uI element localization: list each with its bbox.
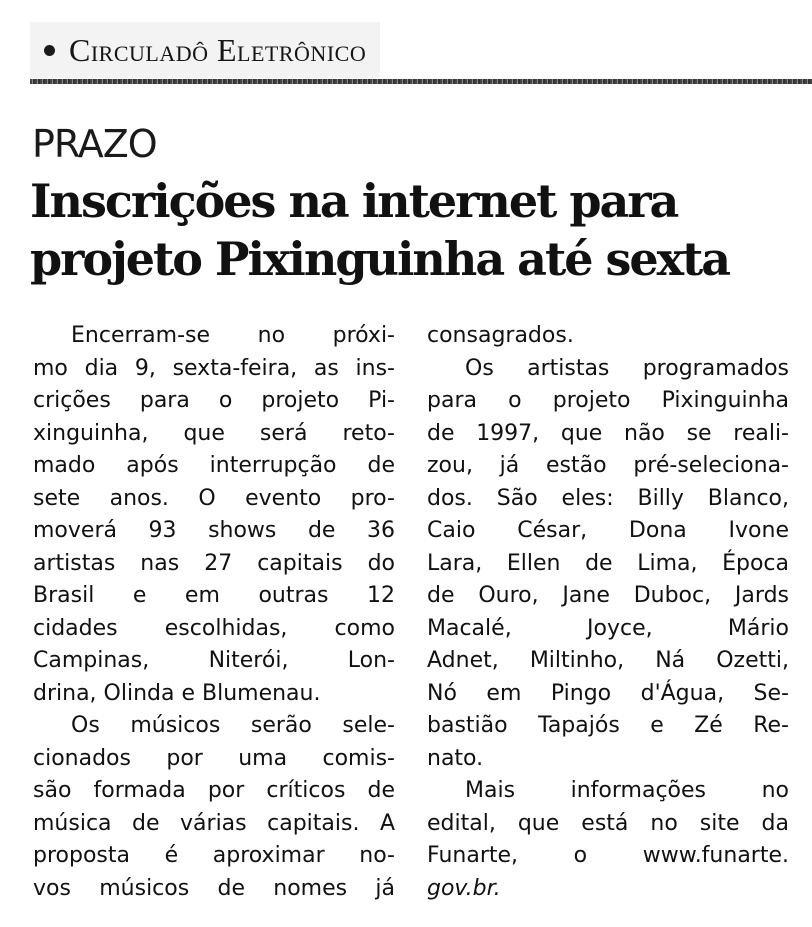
text-line: Campinas, Niterói, Lon- xyxy=(33,648,395,673)
text-line: Lara, Ellen de Lima, Época xyxy=(427,550,789,576)
text-line: mo dia 9, sexta-feira, as ins- xyxy=(33,355,395,381)
text-line: consagrados. xyxy=(427,323,574,348)
text-line: artistas nas 27 capitais do xyxy=(33,550,395,576)
text-line: Brasil e em outras 12 xyxy=(33,583,395,608)
text-line: Encerram-se no próxi- xyxy=(71,323,395,348)
text-line: Adnet, Miltinho, Ná Ozetti, xyxy=(427,648,789,673)
text-line: proposta é aproximar no- xyxy=(33,843,395,868)
text-line: Caio César, Dona Ivone xyxy=(427,518,789,543)
text-line: nato. xyxy=(427,745,484,771)
text-line: dos. São eles: Billy Blanco, xyxy=(427,485,789,511)
article-column-left xyxy=(33,320,395,905)
text-line: de 1997, que não se reali- xyxy=(427,420,789,446)
section-label-box xyxy=(30,22,380,78)
text-line: drina, Olinda e Blumenau. xyxy=(33,680,321,706)
text-line: Os músicos serão sele- xyxy=(71,713,395,738)
article-kicker: PRAZO xyxy=(32,122,157,166)
text-line: edital, que está no site da xyxy=(427,810,789,836)
text-line: Mais informações no xyxy=(465,778,789,803)
text-line: moverá 93 shows de 36 xyxy=(33,518,395,543)
text-line: Macalé, Joyce, Mário xyxy=(427,615,789,641)
text-line: cionados por uma comis- xyxy=(33,745,395,771)
text-line: música de várias capitais. A xyxy=(33,810,395,836)
text-line: mado após interrupção de xyxy=(33,453,395,478)
headline-line: Inscrições na internet para xyxy=(30,174,678,228)
section-rule xyxy=(30,79,812,84)
headline-line: projeto Pixinguinha até sexta xyxy=(30,232,730,286)
article-column-right xyxy=(427,320,789,905)
text-line: são formada por críticos de xyxy=(33,778,395,803)
article-headline xyxy=(30,172,810,288)
text-line: Funarte, o www.funarte. xyxy=(427,843,789,868)
bullet-icon xyxy=(44,45,55,56)
text-line: xinguinha, que será reto- xyxy=(33,420,395,446)
text-line: crições para o projeto Pi- xyxy=(33,388,395,413)
section-label: Circuladô Eletrônico xyxy=(69,32,367,68)
text-line: cidades escolhidas, como xyxy=(33,615,395,641)
text-line: de Ouro, Jane Duboc, Jards xyxy=(427,583,789,608)
text-line: bastião Tapajós e Zé Re- xyxy=(427,713,789,738)
text-line: Nó em Pingo d'Água, Se- xyxy=(427,680,789,706)
text-line: vos músicos de nomes já xyxy=(33,875,395,901)
text-line: gov.br. xyxy=(427,875,501,901)
section-header xyxy=(30,22,812,84)
text-line: para o projeto Pixinguinha xyxy=(427,388,789,413)
text-line: Os artistas programados xyxy=(465,355,789,381)
text-line: zou, já estão pré-seleciona- xyxy=(427,453,789,478)
text-line: sete anos. O evento pro- xyxy=(33,485,395,511)
